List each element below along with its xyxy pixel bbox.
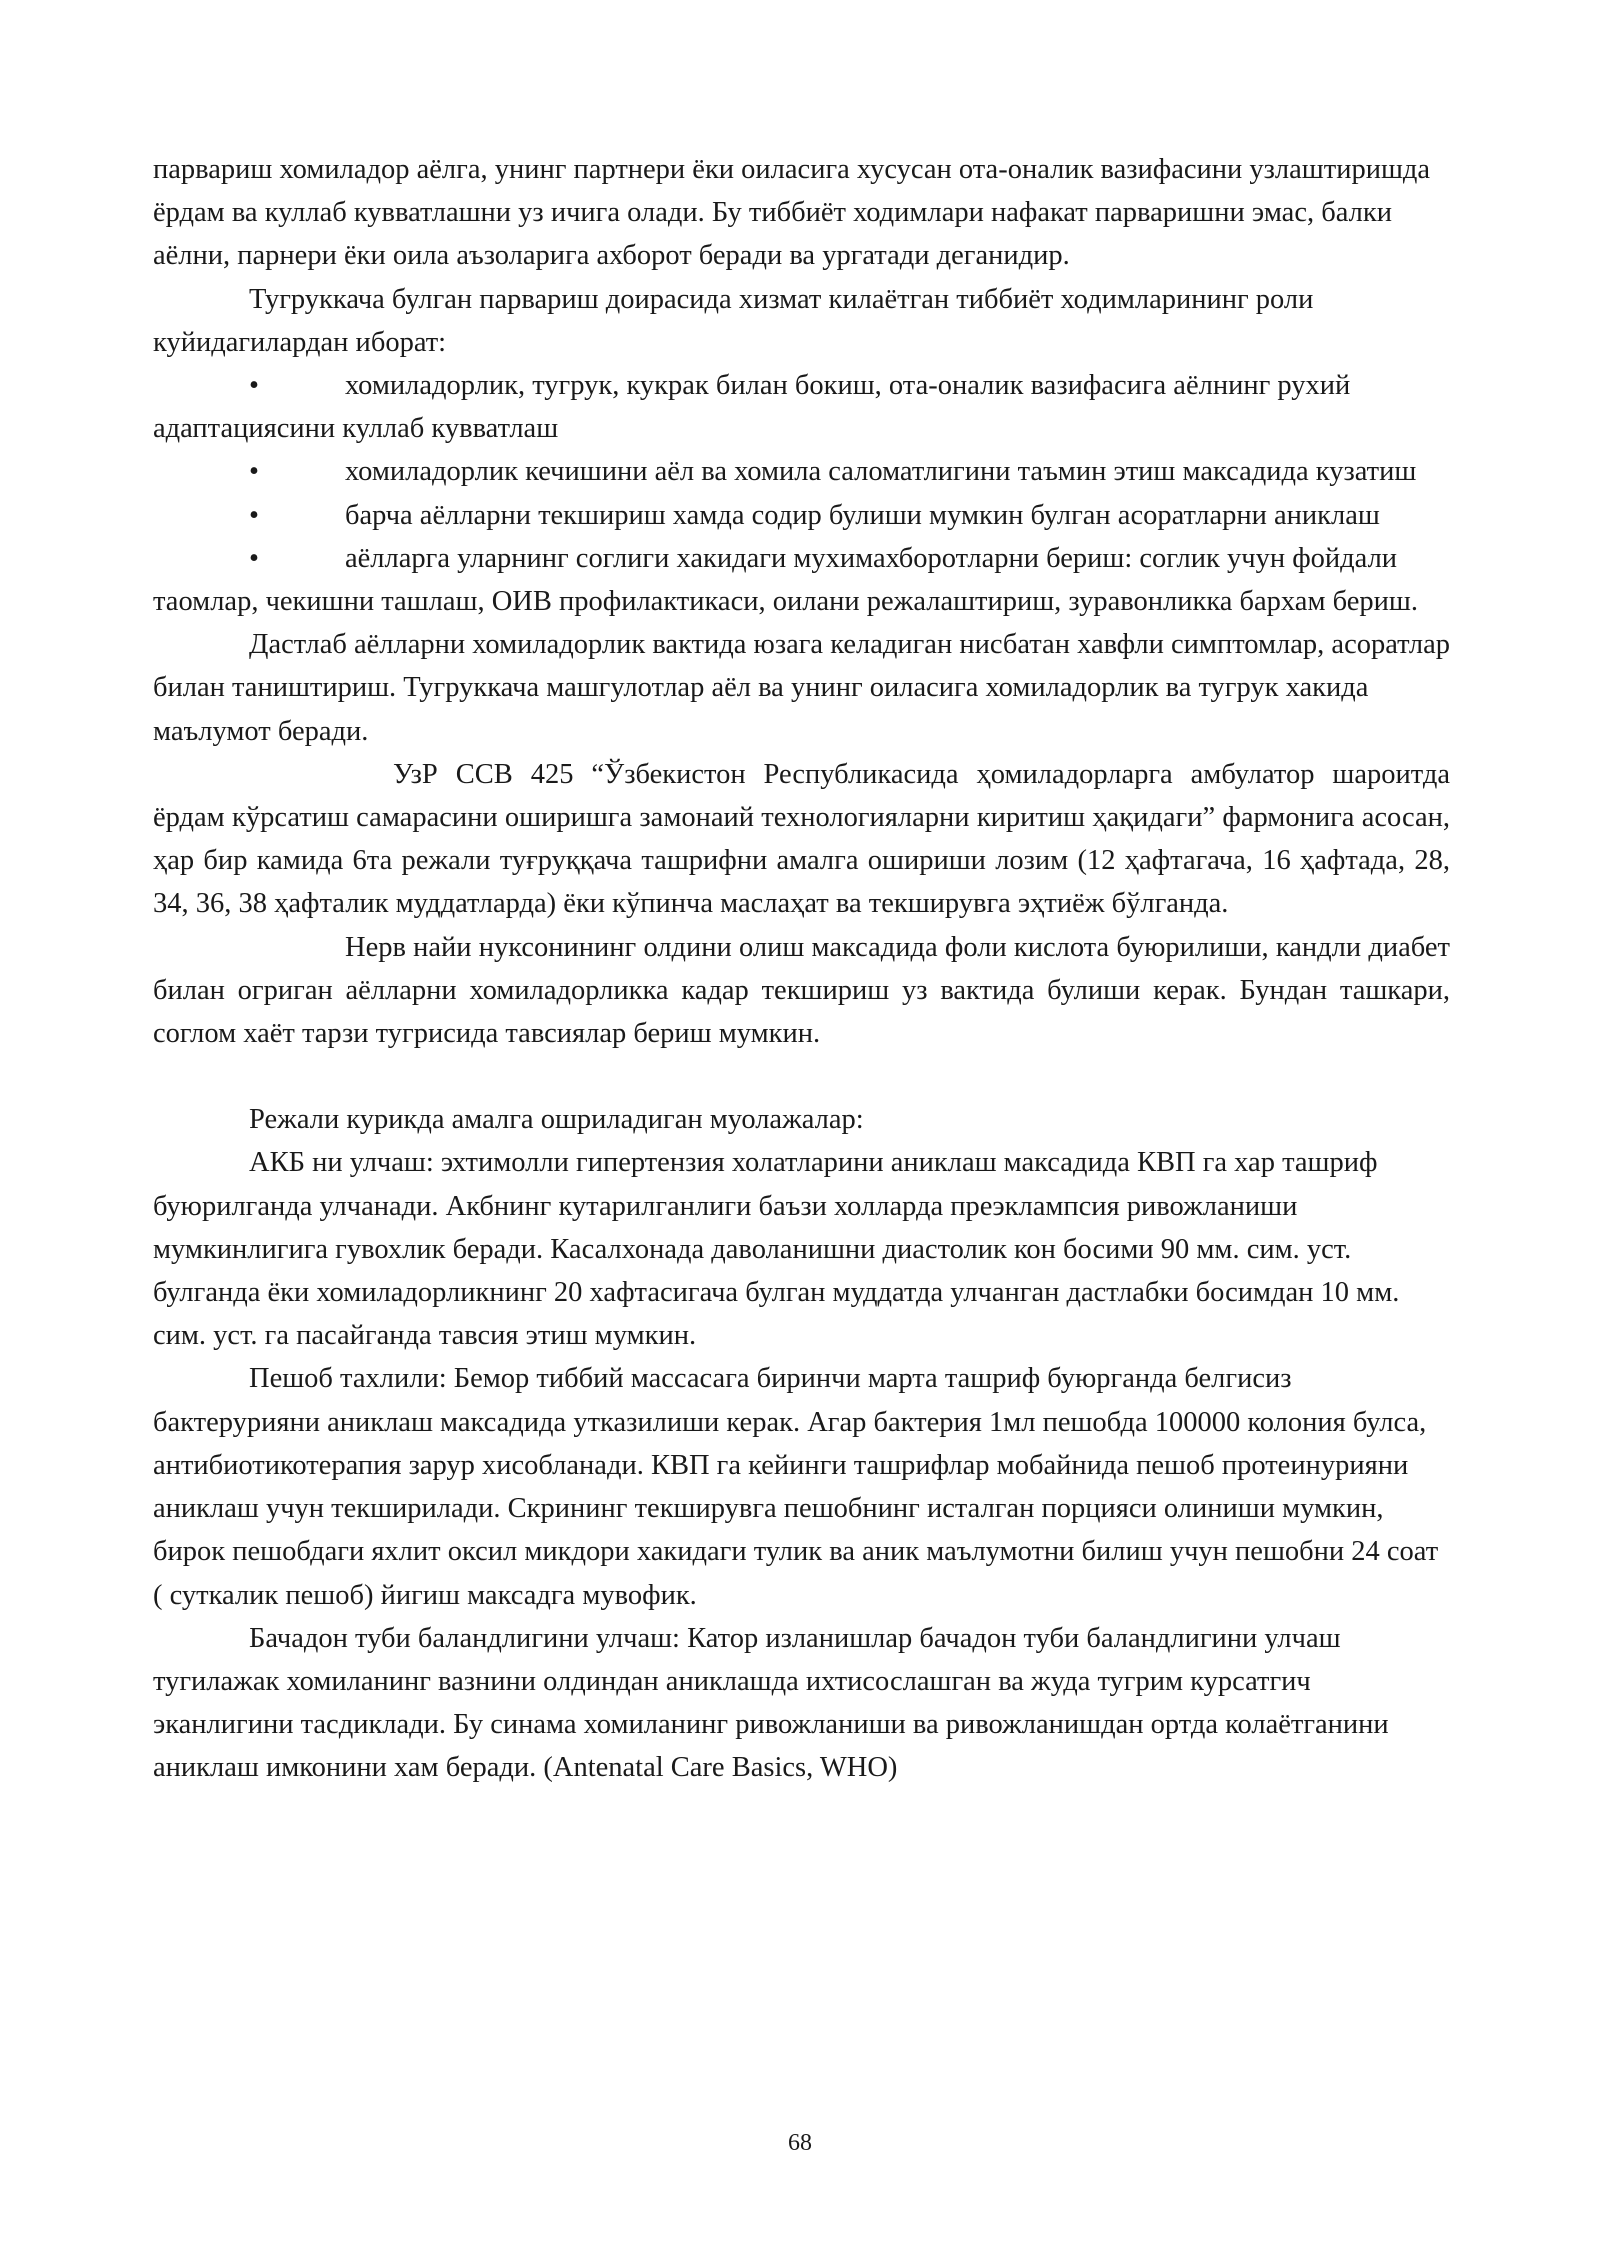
list-item xyxy=(153,450,1450,493)
paragraph-decree: УзР ССВ 425 “Ўзбекистон Республикасида ҳомиладорларга амбулатор шароитда ёрдам кўрсатиш самарасини оширишга замонаий технологияларни киритиш ҳақидаги” фармонига асосан, ҳар бир камида 6та режали туғруққача ташрифни амалга ошириши лозим (12 ҳафтагача, 16 ҳафтада, 28, 34, 36, 38 ҳафталик муддатларда) ёки кўпинча маслаҳат ва текширувга эҳтиёж бўлганда. xyxy=(153,758,1450,920)
list-item xyxy=(153,364,1450,450)
bullet-icon: • xyxy=(249,456,259,488)
bullet-icon: • xyxy=(249,499,259,531)
list-item-text: хомиладорлик кечишини аёл ва хомила саломатлигини таъмин этиш максадида кузатиш xyxy=(345,456,1417,488)
paragraph-folic-acid: Нерв найи нуксонининг олдини олиш максадида фоли кислота буюрилиши, кандли диабет билан огриган аёлларни хомиладорликка кадар текшириш уз вактида булиши керак. Бундан ташкари, соглом хаёт тарзи тугрисида тавсиялар бериш мумкин. xyxy=(153,931,1450,1050)
list-item-text: аёлларга уларнинг соглиги хакидаги мухимахборотларни бериш: соглик учун фойдали таомлар, чекишни ташлаш, ОИВ профилактикаси, оилани режалаштириш, зуравонликка бархам бериш. xyxy=(153,542,1418,618)
paragraph-procedures-heading: Режали курикда амалга ошриладиган муолажалар: xyxy=(249,1104,864,1136)
list-item-text: хомиладорлик, тугрук, кукрак билан бокиш, ота-оналик вазифасига аёлнинг рухий адаптациясини куллаб кувватлаш xyxy=(153,370,1351,445)
paragraph-care-intro: парвариш хомиладор аёлга, унинг партнери ёки оиласига хусусан ота-оналик вазифасини узлаштиришда ёрдам ва куллаб кувватлашни уз ичига олади. Бу тиббиёт ходимлари нафакат парваришни эмас, балки аёлни, парнери ёки оила аъзоларига ахборот беради ва ургатади деганидир. xyxy=(153,154,1431,272)
list-item xyxy=(153,537,1450,623)
document-page xyxy=(153,148,1450,1790)
paragraph-urine-analysis: Пешоб тахлили: Бемор тиббий массасага биринчи марта ташриф буюрганда белгисиз бактерурияни аниклаш максадида утказилиши керак. Агар бактерия 1мл пешобда 100000 колония булса, антибиотикотерапия зарур хисобланади. КВП га кейинги ташрифлар мобайнида пешоб протеинурияни аниклаш учун текширилади. Скрининг текширувга пешобнинг исталган порцияси олиниши мумкин, бирок пешобдаги яхлит оксил микдори хакидаги тулик ва аник маълумотни билиш учун пешобни 24 соат ( суткалик пешоб) йигиш максадга мувофик. xyxy=(153,1363,1439,1611)
paragraph-spacer xyxy=(153,1055,1450,1098)
paragraph-fundal-height: Бачадон туби баландлигини улчаш: Катор изланишлар бачадон туби баландлигини улчаш тугилажак хомиланинг вазнини олдиндан аниклашда ихтисослашган ва жуда тугрим курсатгич эканлигини тасдиклади. Бу синама хомиланинг ривожланиши ва ривожланишдан ортда колаётганини аниклаш имконини хам беради. (Antenatal Care Basics, WHO) xyxy=(153,1622,1389,1784)
paragraph-blood-pressure: АКБ ни улчаш: эхтимолли гипертензия холатларини аниклаш максадида КВП га хар ташриф буюрилганда улчанади. Акбнинг кутарилганлиги баъзи холларда преэклампсия ривожланиши мумкинлигига гувохлик беради. Касалхонада даволанишни диастолик кон босими 90 мм. сим. уст. булганда ёки хомиладорликнинг 20 хафтасигача булган муддатда улчанган дастлабки босимдан 10 мм. сим. уст. га пасайганда тавсия этиш мумкин. xyxy=(153,1147,1400,1352)
bullet-list xyxy=(153,364,1450,623)
bullet-icon: • xyxy=(249,370,259,402)
paragraph-staff-role: Тугруккача булган парвариш доирасида хизмат килаётган тиббиёт ходимларининг роли куйидагилардан иборат: xyxy=(153,283,1314,358)
list-item xyxy=(153,494,1450,537)
list-item-text: барча аёлларни текшириш хамда содир булиши мумкин булган асоратларни аниклаш xyxy=(345,499,1380,531)
bullet-icon: • xyxy=(249,542,259,574)
paragraph-symptoms: Дастлаб аёлларни хомиладорлик вактида юзага келадиган нисбатан хавфли симптомлар, асоратлар билан таништириш. Тугруккача машгулотлар аёл ва унинг оиласига хомиладорлик ва тугрук хакида маълумот беради. xyxy=(153,629,1450,747)
page-number: 68 xyxy=(788,2130,812,2156)
